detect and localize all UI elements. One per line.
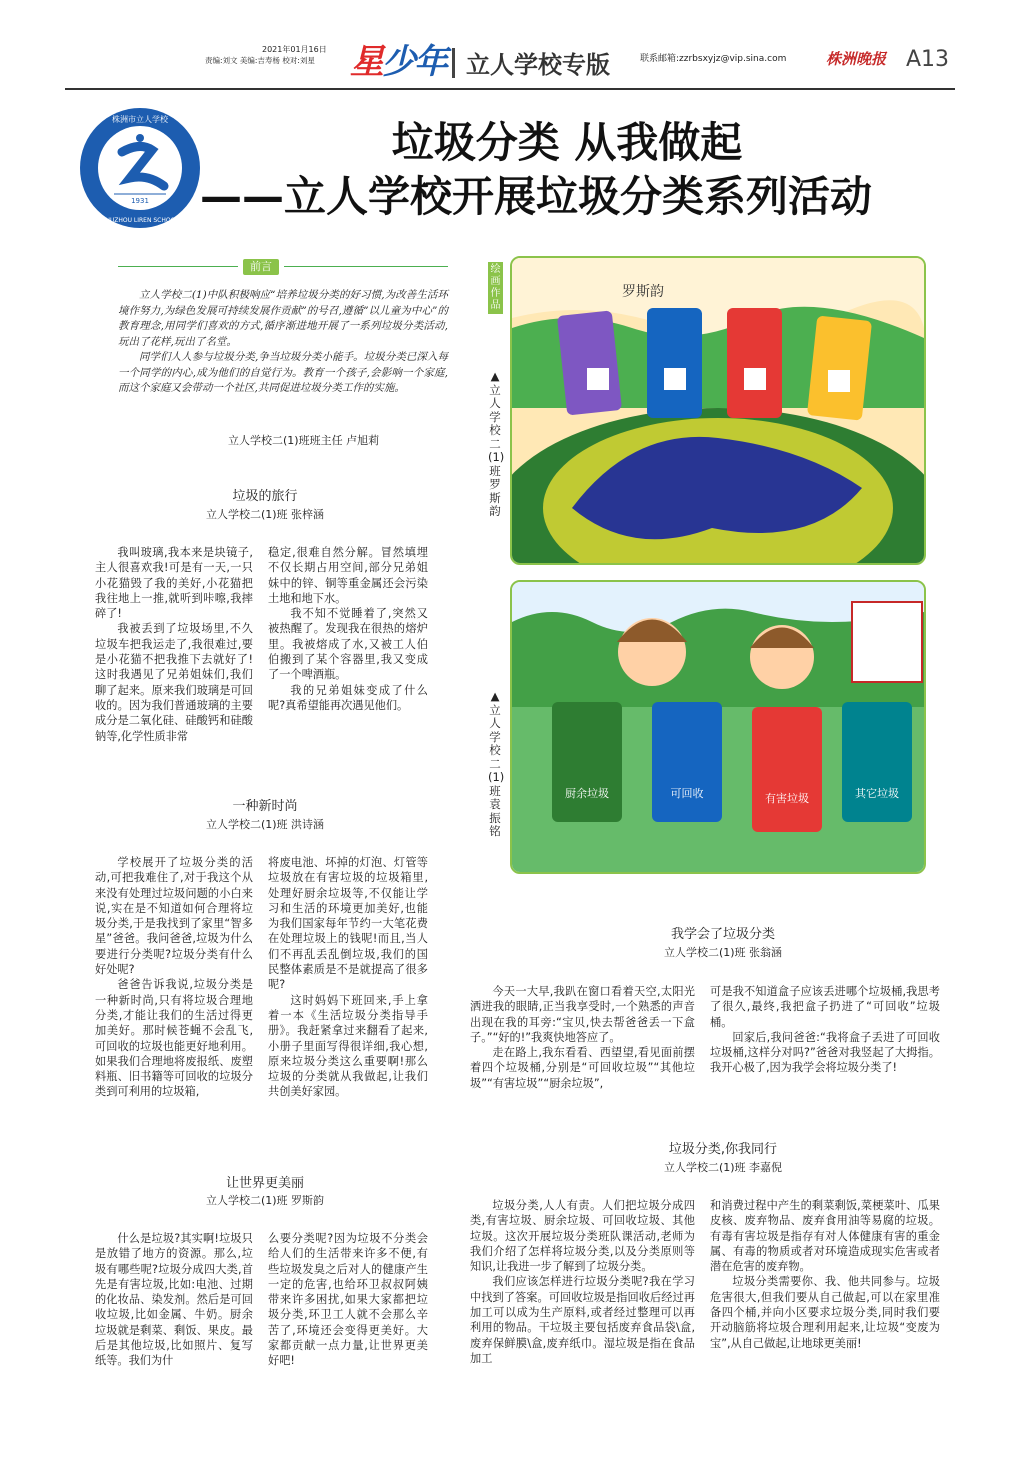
article-column [710, 1198, 940, 1351]
preface-header [118, 259, 448, 275]
preface-signature: 立人学校二(1)班班主任 卢旭莉 [228, 434, 380, 447]
article-author: 立人学校二(1)班 洪诗涵 [205, 818, 325, 831]
preface-paragraph: 立人学校二(1)中队积极响应“培养垃圾分类的好习惯,为改善生活环境作努力,为绿色发展可持续发展作贡献”的号召,遵循”以儿童为中心”的教育理念,用同学们喜欢的方式,循序渐进地开展了一系列垃圾分类活动,玩出了花样,玩出了名堂。 [118, 289, 448, 348]
drawing-kids-bins [510, 580, 926, 874]
paragraph: 今天一大早,我趴在窗口看着天空,太阳光洒进我的眼睛,正当我享受时,一个熟悉的声音出现在我的耳旁:“宝贝,快去帮爸爸丢一下盒子。”“好的!”我爽快地答应了。 [470, 985, 695, 1044]
drawing-caption: ▲立人学校二(1)班 袁振铭 [488, 689, 505, 838]
section-divider [452, 48, 455, 78]
paragraph: 爸爸告诉我说,垃圾分类是一种新时尚,只有将垃圾合理地分类,才能让我们的生活过得更加美好。那时候苍蝇不会乱飞,可回收的垃圾也能更好地利用。如果我们合理地将废报纸、废塑料瓶、旧书籍等可回收的垃圾分类到可利用的垃圾箱, [95, 978, 253, 1099]
page-subtitle: ——立人学校开展垃圾分类系列活动 [200, 172, 873, 221]
article-title: 让世界更美丽 [225, 1176, 304, 1191]
logo-english: ZHUZHOU LIREN SCHOOL [101, 217, 179, 224]
paragraph: 可是我不知道盒子应该丢进哪个垃圾桶,我思考了很久,最终,我把盒子扔进了“可回收”垃圾桶。 [710, 985, 940, 1029]
paragraph: 这时妈妈下班回来,手上拿着一本《生活垃圾分类指导手册》。我赶紧拿过来翻看了起来,小册子里面写得很详细,我心想,原来垃圾分类这么重要啊!那么垃圾的分类就从我做起,让我们共创美好家园。 [268, 993, 428, 1099]
drawing-earth-bins-art [512, 258, 924, 563]
article-author: 立人学校二(1)班 张梓涵 [205, 508, 325, 521]
article-column [268, 855, 428, 1100]
drawing-kids-bins-art [512, 582, 924, 872]
section-title: 立人学校专版 [466, 51, 610, 79]
article-column [95, 1231, 253, 1369]
page-title: 垃圾分类 从我做起 [391, 118, 743, 167]
header-rule [65, 88, 955, 90]
article-column [470, 1198, 695, 1366]
drawing-caption: ▲立人学校二(1)班 罗斯韵 [488, 369, 505, 518]
drawing-earth-bins [510, 256, 926, 565]
bin-label: 有害垃圾 [765, 792, 809, 805]
paragraph: 稳定,很难自然分解。冒然填埋不仅长期占用空间,部分兄弟姐妹中的锌、铜等重金属还会污染土地和地下水。 [268, 546, 428, 605]
paragraph: 学校展开了垃圾分类的活动,可把我难住了,对于我这个从来没有处理过垃圾问题的小白来说,实在是不知道如何合理将垃圾分类,于是我找到了家里“智多星”爸爸。我问爸爸,垃圾为什么要进行分类呢?垃圾分类有什么好处呢? [95, 856, 253, 977]
article-title: 垃圾的旅行 [232, 489, 298, 504]
paragraph: 垃圾分类,人人有责。人们把垃圾分成四类,有害垃圾、厨余垃圾、可回收垃圾、其他垃圾。这次开展垃圾分类班队课活动,老师为我们介绍了怎样将垃圾分类,以及分类原则等知识,让我进一步了解到了垃圾分类。 [470, 1199, 695, 1274]
article-column [95, 855, 253, 1100]
article-column [710, 984, 940, 1076]
paragraph: 和消费过程中产生的剩菜剩饭,菜梗菜叶、瓜果皮核、废弃物品、废弃食用油等易腐的垃圾。有毒有害垃圾是指存有对人体健康有害的重金属、有毒的物质或者对环境造成现实危害或者潜在危害的废弃物。 [710, 1199, 940, 1274]
bin-label: 可回收 [670, 787, 704, 800]
paragraph: 我被丢到了垃圾场里,不久垃圾车把我运走了,我很难过,要是小花猫不把我推下去就好了!这时我遇见了兄弟姐妹们,我们聊了起来。原来我们玻璃是可回收的。因为我们普通玻璃的主要成分是二氧化硅、硅酸钙和硅酸钠等,化学性质非常 [95, 622, 253, 743]
editors-credit: 责编:刘文 美编:吉寿杨 校对:刘星 [205, 56, 315, 65]
paragraph: 么要分类呢?因为垃圾不分类会给人们的生活带来许多不便,有些垃圾发臭之后对人的健康产生一定的危害,也给环卫叔叔阿姨带来许多困扰,如果大家都把垃圾分类,环卫工人就不会那么辛苦了,环境还会变得更美好。大家都贡献一点力量,让世界更美好吧! [268, 1232, 428, 1368]
paragraph: 将废电池、坏掉的灯泡、灯管等垃圾放在有害垃圾的垃圾箱里,处理好厨余垃圾等,不仅能让学习和生活的环境更加美好,也能为我们国家每年节约一大笔花费在处理垃圾上的钱呢!而且,当人们不再乱丢乱倒垃圾,我们的国民整体素质是不是就提高了很多呢? [268, 856, 428, 992]
preface-line-right [284, 266, 448, 267]
page-number: A13 [906, 47, 950, 72]
paragraph: 我不知不觉睡着了,突然又被热醒了。发现我在很热的熔炉里。我被熔成了水,又被工人伯伯搬到了某个容器里,我又变成了一个啤酒瓶。 [268, 607, 428, 682]
article-column [268, 1231, 428, 1369]
bin-label: 厨余垃圾 [565, 787, 609, 800]
paragraph: 垃圾分类需要你、我、他共同参与。垃圾危害很大,但我们要从自己做起,可以在家里准备四个桶,并向小区要求垃圾分类,同时我们要开动脑筋将垃圾合理利用起来,让垃圾“变废为宝”,从自己做起,让地球更美丽! [710, 1275, 940, 1350]
newspaper-name: 株洲晚报 [826, 50, 887, 68]
logo-year: 1931 [131, 197, 149, 205]
drawings-label: 绘画作品 [488, 262, 503, 314]
article-author: 立人学校二(1)班 李嘉倪 [663, 1161, 783, 1174]
paragraph: 我们应该怎样进行垃圾分类呢?我在学习中找到了答案。可回收垃圾是指回收后经过再加工可以成为生产原料,或者经过整理可以再利用的物品。干垃圾主要包括废弃食品袋\盒,废弃保鲜膜\盒,废弃纸巾。湿垃圾是指在食品加工 [470, 1275, 695, 1365]
preface-paragraph: 同学们人人参与垃圾分类,争当垃圾分类小能手。垃圾分类已深入每一个同学的内心,成为他们的自觉行为。教育一个孩子,会影响一个家庭,而这个家庭又会带动一个社区,共同促进垃圾分类工作的实施。 [118, 351, 448, 394]
brand-logo [350, 42, 446, 82]
preface-tag: 前言 [243, 259, 279, 275]
paragraph: 我的兄弟姐妹变成了什么呢?真希望能再次遇见他们。 [268, 683, 428, 712]
brand-rest: 少年 [382, 42, 446, 82]
issue-date: 2021年01月16日 [262, 45, 327, 54]
article-column [470, 984, 695, 1091]
article-column [95, 545, 253, 744]
bin-label: 其它垃圾 [855, 787, 899, 800]
preface-text [118, 288, 448, 397]
brand-star: 星 [350, 42, 382, 82]
article-column [268, 545, 428, 713]
paragraph: 什么是垃圾?其实啊!垃圾只是放错了地方的资源。那么,垃圾有哪些呢?垃圾分成四大类,首先是有害垃圾,比如:电池、过期的化妆品、染发剂。然后是可回收垃圾,比如金属、牛奶。厨余垃圾就是剩菜、剩饭、果皮。最后是其他垃圾,比如照片、复写纸等。我们为什 [95, 1232, 253, 1368]
article-title: 一种新时尚 [232, 799, 298, 814]
contact-email: 联系邮箱:zzrbsxyjz@vip.sina.com [640, 54, 787, 64]
paragraph: 我叫玻璃,我本来是块镜子,主人很喜欢我!可是有一天,一只小花猫毁了我的美好,小花猫把我往地上一推,就听到咔嚓,我摔碎了! [95, 546, 253, 621]
article-title: 垃圾分类,你我同行 [668, 1142, 778, 1157]
preface-line-left [118, 266, 238, 267]
drawing-signature: 罗斯韵 [622, 284, 664, 300]
article-title: 我学会了垃圾分类 [670, 927, 775, 942]
paragraph: 走在路上,我东看看、西望望,看见面前摆着四个垃圾桶,分别是“可回收垃圾”“其他垃圾”“有害垃圾”“厨余垃圾”, [470, 1046, 695, 1090]
article-author: 立人学校二(1)班 罗斯韵 [205, 1194, 325, 1207]
article-author: 立人学校二(1)班 张翁涵 [663, 946, 783, 959]
logo-ring-text: 株洲市立人学校 [112, 115, 168, 124]
paragraph: 回家后,我问爸爸:“我将盒子丢进了可回收垃圾桶,这样分对吗?”爸爸对我竖起了大拇指。我开心极了,因为我学会将垃圾分类了! [710, 1030, 940, 1075]
